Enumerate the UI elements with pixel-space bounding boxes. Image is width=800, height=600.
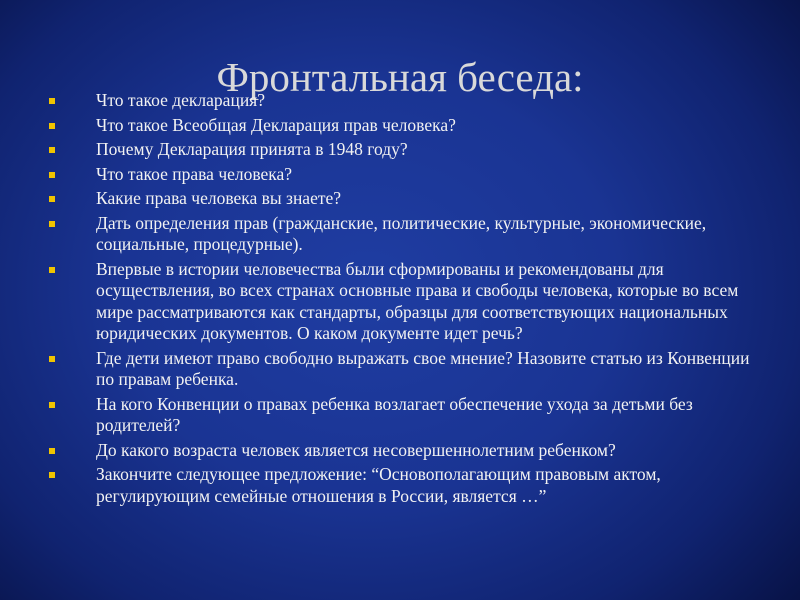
bullet-square-icon bbox=[49, 196, 55, 202]
bullet-square-icon bbox=[49, 98, 55, 104]
list-item-text: Где дети имеют право свободно выражать свое мнение? Назовите статью из Конвенции по правам ребенка. bbox=[96, 347, 750, 389]
bullet-square-icon bbox=[49, 147, 55, 153]
list-item bbox=[48, 188, 764, 210]
bullet-square-icon bbox=[49, 172, 55, 178]
question-list bbox=[48, 90, 764, 510]
bullet-square-icon bbox=[49, 448, 55, 454]
list-item bbox=[48, 259, 764, 345]
list-item bbox=[48, 394, 764, 437]
list-item-text: Почему Декларация принята в 1948 году? bbox=[96, 139, 408, 159]
list-item bbox=[48, 213, 764, 256]
list-item bbox=[48, 115, 764, 137]
bullet-square-icon bbox=[49, 356, 55, 362]
list-item-text: Закончите следующее предложение: “Основополагающим правовым актом, регулирующим семейные отношения в России, является …” bbox=[96, 464, 661, 506]
list-item bbox=[48, 464, 764, 507]
slide-title: Фронтальная беседа: bbox=[216, 54, 584, 101]
list-item bbox=[48, 348, 764, 391]
list-item-text: Что такое права человека? bbox=[96, 163, 293, 184]
list-item bbox=[48, 164, 764, 186]
list-item bbox=[48, 139, 764, 161]
bullet-square-icon bbox=[49, 472, 55, 478]
list-item-text: Что такое Всеобщая Декларация прав человека? bbox=[96, 114, 456, 135]
list-item-text: Что такое декларация? bbox=[96, 90, 266, 110]
list-item-text: Дать определения прав (гражданские, политические, культурные, экономические, социальные, процедурные). bbox=[96, 212, 707, 254]
list-item-text: На кого Конвенции о правах ребенка возлагает обеспечение ухода за детьми без родителей? bbox=[96, 393, 693, 435]
list-item-text: Какие права человека вы знаете? bbox=[96, 188, 342, 208]
list-item-text: Впервые в истории человечества были сформированы и рекомендованы для осуществления, во всех странах основные права и свободы человека, которые во всем мире рассматриваются как стандарты, образцы для соответствующих национальных юридических документов. О каком документе идет речь? bbox=[96, 258, 739, 343]
list-item-text: До какого возраста человек является несовершеннолетним ребенком? bbox=[96, 439, 616, 460]
list-item bbox=[48, 90, 764, 112]
list-item bbox=[48, 440, 764, 462]
bullet-square-icon bbox=[49, 402, 55, 408]
bullet-square-icon bbox=[49, 221, 55, 227]
bullet-square-icon bbox=[49, 123, 55, 129]
bullet-square-icon bbox=[49, 267, 55, 273]
